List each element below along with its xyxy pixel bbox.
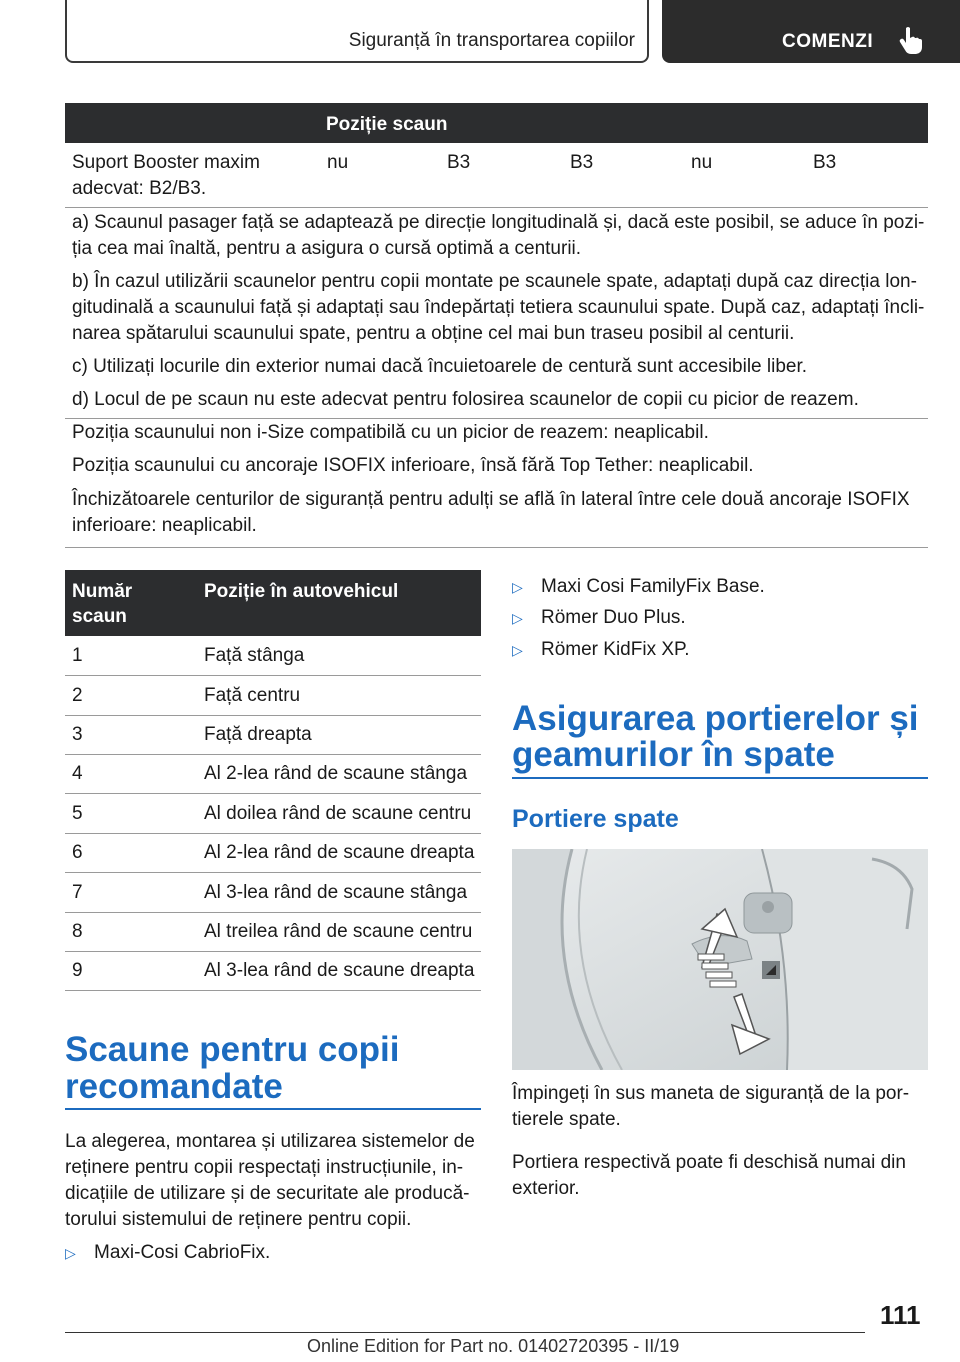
heading-rule [512,777,928,779]
divider [65,547,928,548]
body-line: torului sistemului de reținere pentru copii. [65,1209,412,1230]
row-label-line2: adecvat: B2/B3. [72,178,207,199]
note-line: c) Utilizați locurile din exterior numai dacă încuietoarele de centură sunt accesibile liber. [72,356,808,377]
table-cell: B3 [570,152,594,173]
table-row [65,676,481,716]
table-cell: nu [691,152,713,173]
table2-header [65,570,481,636]
row-position: Al 2-lea rând de scaune stânga [204,763,468,784]
note-line: a) Scaunul pasager față se adaptează pe direcție longitudinală și, dacă este posibil, se aduce în pozi- [72,212,925,233]
body-line: exterior. [512,1178,580,1199]
row-position: Al treilea rând de scaune centru [204,921,473,942]
row-number: 1 [72,645,83,666]
row-position: Față stânga [204,645,305,666]
row-position: Față centru [204,685,301,706]
remark-line: Poziția scaunului non i-Size compatibilă cu un picior de reazem: neaplicabil. [72,422,709,443]
table-row [65,794,481,834]
row-number: 7 [72,882,83,903]
body-line: dicațiile de utilizare și de securitate ale producă- [65,1183,470,1204]
row-position: Al 2-lea rând de scaune dreapta [204,842,475,863]
page-number: 111 [880,1300,921,1330]
row-position: Al 3-lea rând de scaune stânga [204,882,468,903]
commands-tab[interactable] [662,0,960,63]
remark-line: inferioare: neaplicabil. [72,515,257,536]
table1-header-label: Poziție scaun [326,114,448,135]
commands-tab-label: COMENZI [782,31,874,52]
list-item-label: Römer KidFix XP. [541,639,690,660]
heading-line2: geamurilor în spate [512,735,835,774]
heading-line1: Asigurarea portierelor și [512,699,919,738]
bullet-triangle-icon: ▷ [512,610,523,626]
row-number: 9 [72,960,83,981]
heading-line1: Scaune pentru copii [65,1030,400,1069]
rear-door-lock-illustration [512,849,928,1070]
divider [65,207,928,208]
table-row [65,951,481,991]
note-line: ția cea mai înaltă, pentru a asigura o cursă optimă a centurii. [72,238,582,259]
body-line: Portiera respectivă poate fi deschisă numai din [512,1152,906,1173]
bullet-triangle-icon: ▷ [512,642,523,658]
col-number-line1: Număr [72,581,133,602]
col-position: Poziție în autovehicul [204,581,399,602]
remark-line: Închizătoarele centurilor de siguranță pentru adulți se află în lateral între cele două ancoraje ISOFIX [72,489,910,510]
remark-line: Poziția scaunului cu ancoraje ISOFIX inferioare, însă fără Top Tether: neaplicabil. [72,455,754,476]
bullet-triangle-icon: ▷ [512,579,523,595]
body-line: La alegerea, montarea și utilizarea sistemelor de [65,1131,475,1152]
list-item-label: Maxi Cosi FamilyFix Base. [541,576,765,597]
row-number: 5 [72,803,83,824]
table1-header [65,103,928,143]
heading-line2: recomandate [65,1067,283,1106]
section-title: Siguranță în transportarea copiilor [348,30,635,51]
body-line: reținere pentru copii respectați instrucțiunile, in- [65,1157,464,1178]
subheading: Portiere spate [512,805,679,833]
table-row [65,715,481,755]
col-number-line2: scaun [72,606,127,627]
body-line: Împingeți în sus maneta de siguranță de la por- [512,1083,910,1104]
row-number: 8 [72,921,83,942]
note-line: b) În cazul utilizării scaunelor pentru copii montate pe scaunele spate, adaptați după caz direcția lon- [72,271,917,292]
hand-pointer-icon [898,26,924,54]
bullet-triangle-icon: ▷ [65,1245,76,1261]
row-number: 3 [72,724,83,745]
list-item [512,639,690,661]
row-number: 6 [72,842,83,863]
table-row [65,873,481,913]
note-line: gitudinală a scaunului față și adaptați sau îndepărtați tetiera scaunului spate. După caz, adaptați încli- [72,297,925,318]
table-row [65,754,481,794]
row-position: Al 3-lea rând de scaune dreapta [204,960,475,981]
list-item-label: Römer Duo Plus. [541,607,686,628]
table-cell: B3 [813,152,837,173]
table-cell: nu [327,152,349,173]
list-item-label: Maxi-Cosi CabrioFix. [94,1242,271,1263]
body-line: tierele spate. [512,1109,621,1130]
table-row [65,912,481,952]
row-position: Față dreapta [204,724,312,745]
header-section-tab [65,0,649,63]
row-number: 2 [72,685,83,706]
list-item [65,1242,270,1264]
list-item [512,576,765,598]
table-row [65,636,481,676]
table-row [65,833,481,873]
note-line: narea spătarului scaunului spate, pentru a obține cel mai bun traseu posibil al centurii. [72,323,795,344]
edition-note: Online Edition for Part no. 01402720395 - II/19 [307,1336,680,1356]
table-cell: B3 [447,152,471,173]
footer-rule [65,1332,865,1333]
divider [65,418,928,419]
note-line: d) Locul de pe scaun nu este adecvat pentru folosirea scaunelor de copii cu picior de reazem. [72,389,859,410]
heading-rule [65,1108,481,1110]
list-item [512,607,686,629]
row-position: Al doilea rând de scaune centru [204,803,472,824]
row-label-line1: Suport Booster maxim [72,152,260,173]
row-number: 4 [72,763,83,784]
